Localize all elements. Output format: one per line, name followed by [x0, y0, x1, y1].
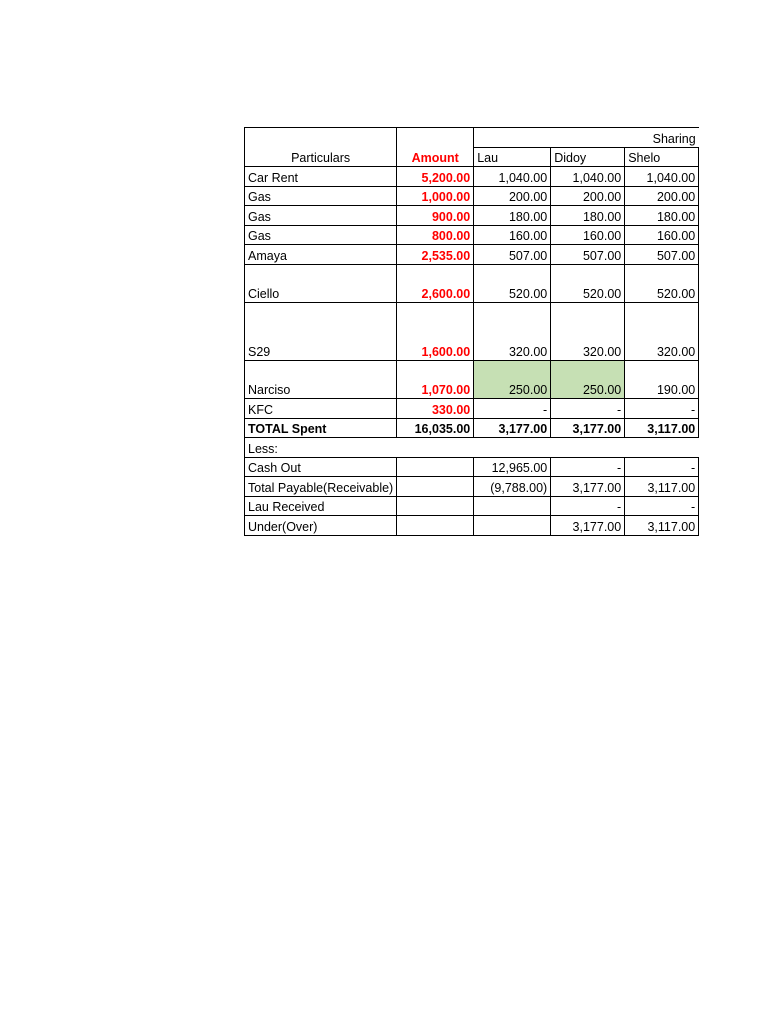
didoy-share-cell: 160.00 — [551, 225, 625, 245]
particular-cell: Gas — [245, 206, 397, 226]
blank-cell — [474, 516, 551, 536]
particular-cell: Gas — [245, 225, 397, 245]
lau-share-cell: 507.00 — [474, 245, 551, 265]
cash-out-didoy: - — [551, 457, 625, 477]
blank-cell — [474, 438, 551, 458]
lau-share-cell: 320.00 — [474, 303, 551, 361]
blank-cell — [474, 496, 551, 516]
total-shelo: 3,117.00 — [625, 418, 699, 438]
shelo-share-cell: 320.00 — [625, 303, 699, 361]
blank-cell — [397, 438, 474, 458]
table-row — [245, 360, 699, 399]
particular-cell: Gas — [245, 186, 397, 206]
particular-cell: Amaya — [245, 245, 397, 265]
lau-received-shelo: - — [625, 496, 699, 516]
sharing-header: Sharing — [625, 128, 699, 148]
table-row — [245, 303, 699, 361]
didoy-share-cell: 320.00 — [551, 303, 625, 361]
table-row — [245, 206, 699, 226]
total-didoy: 3,177.00 — [551, 418, 625, 438]
payable-row — [245, 477, 699, 497]
header-blank-cell — [245, 128, 397, 148]
didoy-share-cell: 200.00 — [551, 186, 625, 206]
under-over-row — [245, 516, 699, 536]
header-blank-cell — [397, 128, 474, 148]
under-over-label: Under(Over) — [245, 516, 397, 536]
didoy-share-cell: 520.00 — [551, 264, 625, 303]
amount-cell: 1,070.00 — [397, 360, 474, 399]
particular-cell: Narciso — [245, 360, 397, 399]
shelo-share-cell: - — [625, 399, 699, 419]
cash-out-shelo: - — [625, 457, 699, 477]
particular-cell: Car Rent — [245, 167, 397, 187]
header-blank-cell — [551, 128, 625, 148]
lau-share-cell: - — [474, 399, 551, 419]
didoy-share-cell: - — [551, 399, 625, 419]
cash-out-row — [245, 457, 699, 477]
didoy-share-cell: 1,040.00 — [551, 167, 625, 187]
under-over-shelo: 3,117.00 — [625, 516, 699, 536]
payable-lau: (9,788.00) — [474, 477, 551, 497]
lau-share-cell: 520.00 — [474, 264, 551, 303]
table-row — [245, 399, 699, 419]
shelo-share-cell: 1,040.00 — [625, 167, 699, 187]
lau-share-cell: 1,040.00 — [474, 167, 551, 187]
amount-cell: 2,600.00 — [397, 264, 474, 303]
amount-cell: 5,200.00 — [397, 167, 474, 187]
less-row — [245, 438, 699, 458]
lau-received-didoy: - — [551, 496, 625, 516]
particular-cell: S29 — [245, 303, 397, 361]
total-label: TOTAL Spent — [245, 418, 397, 438]
particular-cell: KFC — [245, 399, 397, 419]
shelo-header: Shelo — [625, 147, 699, 167]
shelo-share-cell: 520.00 — [625, 264, 699, 303]
amount-header: Amount — [397, 147, 474, 167]
shelo-share-cell: 190.00 — [625, 360, 699, 399]
lau-received-label: Lau Received — [245, 496, 397, 516]
shelo-share-cell: 180.00 — [625, 206, 699, 226]
amount-cell: 330.00 — [397, 399, 474, 419]
amount-cell: 1,600.00 — [397, 303, 474, 361]
table-row — [245, 167, 699, 187]
total-amount: 16,035.00 — [397, 418, 474, 438]
blank-cell — [397, 477, 474, 497]
table-row — [245, 245, 699, 265]
less-label: Less: — [245, 438, 397, 458]
blank-cell — [551, 438, 625, 458]
header-blank-cell — [474, 128, 551, 148]
blank-cell — [397, 457, 474, 477]
didoy-header: Didoy — [551, 147, 625, 167]
amount-cell: 900.00 — [397, 206, 474, 226]
amount-cell: 2,535.00 — [397, 245, 474, 265]
total-lau: 3,177.00 — [474, 418, 551, 438]
didoy-share-cell: 507.00 — [551, 245, 625, 265]
amount-cell: 1,000.00 — [397, 186, 474, 206]
under-over-didoy: 3,177.00 — [551, 516, 625, 536]
blank-cell — [625, 438, 699, 458]
blank-cell — [397, 496, 474, 516]
amount-cell: 800.00 — [397, 225, 474, 245]
shelo-share-cell: 160.00 — [625, 225, 699, 245]
lau-received-row — [245, 496, 699, 516]
table-row — [245, 186, 699, 206]
particulars-header: Particulars — [245, 147, 397, 167]
shelo-share-cell: 507.00 — [625, 245, 699, 265]
didoy-share-cell-highlighted: 250.00 — [551, 360, 625, 399]
lau-share-cell: 200.00 — [474, 186, 551, 206]
total-row — [245, 418, 699, 438]
cash-out-label: Cash Out — [245, 457, 397, 477]
table-row — [245, 264, 699, 303]
payable-didoy: 3,177.00 — [551, 477, 625, 497]
blank-cell — [397, 516, 474, 536]
lau-share-cell: 160.00 — [474, 225, 551, 245]
didoy-share-cell: 180.00 — [551, 206, 625, 226]
particular-cell: Ciello — [245, 264, 397, 303]
payable-label: Total Payable(Receivable) — [245, 477, 397, 497]
cash-out-lau: 12,965.00 — [474, 457, 551, 477]
shelo-share-cell: 200.00 — [625, 186, 699, 206]
lau-share-cell: 180.00 — [474, 206, 551, 226]
table-row — [245, 225, 699, 245]
lau-share-cell-highlighted: 250.00 — [474, 360, 551, 399]
expense-sharing-table — [244, 127, 699, 536]
lau-header: Lau — [474, 147, 551, 167]
payable-shelo: 3,117.00 — [625, 477, 699, 497]
